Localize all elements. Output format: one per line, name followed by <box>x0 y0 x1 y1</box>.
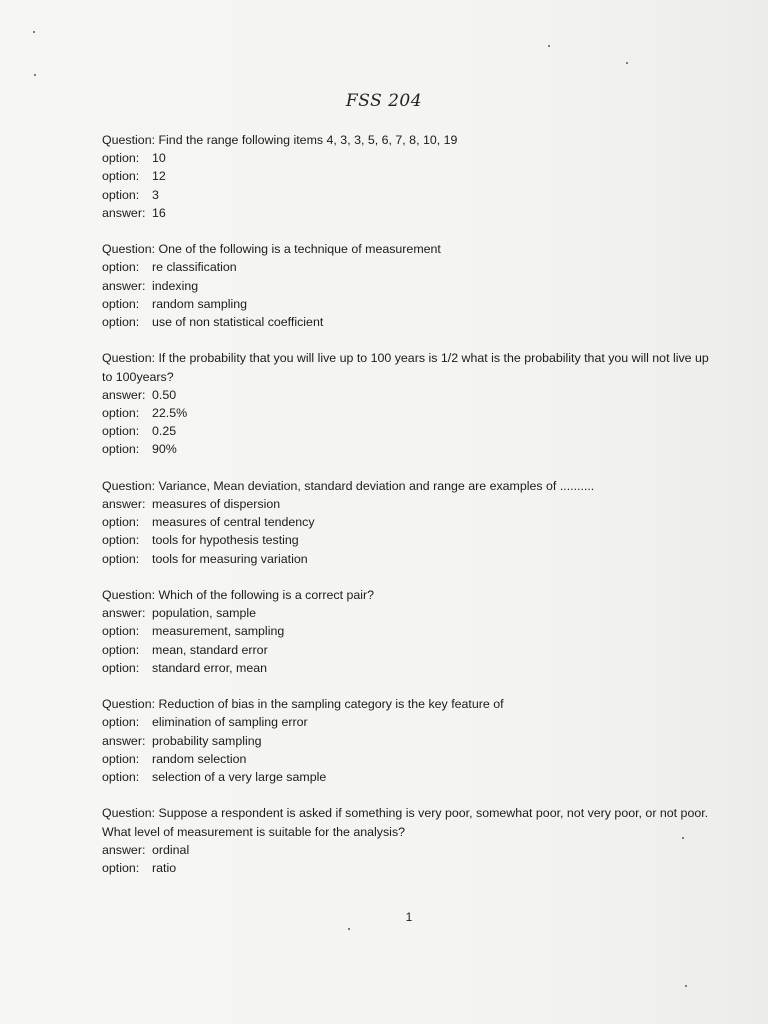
answer-line <box>102 604 712 622</box>
item-text: standard error, mean <box>152 660 268 675</box>
item-label: answer: <box>102 733 146 748</box>
answer-line <box>102 841 712 859</box>
option-line <box>102 713 712 731</box>
item-text: 10 <box>152 151 166 166</box>
option-line <box>102 750 712 768</box>
scan-speck <box>34 74 36 76</box>
item-text: selection of a very large sample <box>152 770 327 785</box>
item-text: population, sample <box>152 606 257 621</box>
item-label: option: <box>102 515 140 530</box>
answer-line <box>102 732 712 750</box>
item-label: answer: <box>102 205 146 220</box>
question-block <box>102 586 712 677</box>
answer-line <box>102 204 712 222</box>
answer-line <box>102 386 712 404</box>
question-block <box>102 349 712 458</box>
question-text: Question: Suppose a respondent is asked if something is very poor, somewhat poor, not very poor, or not poor. What level of measurement is suitable for the analysis? <box>102 806 709 839</box>
item-text: probability sampling <box>152 733 262 748</box>
answer-line <box>102 277 712 295</box>
scan-speck <box>548 45 550 47</box>
question-text: Question: Variance, Mean deviation, standard deviation and range are examples of .......... <box>102 478 595 493</box>
item-label: option: <box>102 751 140 766</box>
item-text: 90% <box>152 442 177 457</box>
option-line <box>102 313 712 331</box>
item-label: answer: <box>102 842 146 857</box>
item-label: option: <box>102 406 140 421</box>
document-title: FSS 204 <box>345 91 423 111</box>
item-label: option: <box>102 624 140 639</box>
option-line <box>102 859 712 877</box>
item-label: option: <box>102 642 140 657</box>
option-line <box>102 641 712 659</box>
item-text: 22.5% <box>152 406 188 421</box>
item-label: option: <box>102 715 140 730</box>
option-line <box>102 149 712 167</box>
item-text: elimination of sampling error <box>152 715 308 730</box>
option-line <box>102 550 712 568</box>
item-text: re classification <box>152 260 237 275</box>
scan-speck <box>33 31 35 33</box>
item-text: ordinal <box>152 842 190 857</box>
option-line <box>102 513 712 531</box>
item-text: random sampling <box>152 296 248 311</box>
item-label: option: <box>102 169 140 184</box>
question-block <box>102 695 712 786</box>
item-label: answer: <box>102 606 146 621</box>
option-line <box>102 659 712 677</box>
question-block <box>102 131 712 222</box>
item-label: option: <box>102 861 140 876</box>
option-line <box>102 258 712 276</box>
scan-speck <box>685 985 687 987</box>
option-line <box>102 531 712 549</box>
question-block <box>102 240 712 331</box>
option-line <box>102 404 712 422</box>
item-text: tools for measuring variation <box>152 551 308 566</box>
item-label: answer: <box>102 387 146 402</box>
item-label: option: <box>102 442 140 457</box>
question-list <box>102 131 712 895</box>
item-text: 16 <box>152 205 166 220</box>
item-text: ratio <box>152 861 177 876</box>
item-label: option: <box>102 151 140 166</box>
question-text: Question: Find the range following items 4, 3, 3, 5, 6, 7, 8, 10, 19 <box>102 133 458 147</box>
option-line <box>102 186 712 204</box>
item-text: measures of dispersion <box>152 497 281 512</box>
option-line <box>102 440 712 458</box>
item-text: random selection <box>152 751 247 766</box>
item-label: option: <box>102 187 140 202</box>
scan-speck <box>348 928 350 930</box>
item-text: measures of central tendency <box>152 515 315 530</box>
question-text: Question: One of the following is a technique of measurement <box>102 242 441 257</box>
item-text: use of non statistical coefficient <box>152 315 324 330</box>
item-text: measurement, sampling <box>152 624 285 639</box>
item-label: option: <box>102 533 140 548</box>
item-text: indexing <box>152 278 199 293</box>
item-label: option: <box>102 315 140 330</box>
question-text: Question: Which of the following is a correct pair? <box>102 588 375 603</box>
item-label: option: <box>102 424 140 439</box>
option-line <box>102 768 712 786</box>
question-text: Question: Reduction of bias in the sampling category is the key feature of <box>102 697 504 712</box>
item-label: answer: <box>102 278 146 293</box>
item-text: mean, standard error <box>152 642 268 657</box>
page-number: 1 <box>405 910 413 924</box>
item-text: 0.50 <box>152 387 177 402</box>
item-label: option: <box>102 770 140 785</box>
option-line <box>102 622 712 640</box>
item-label: option: <box>102 660 140 675</box>
item-label: option: <box>102 260 140 275</box>
item-text: tools for hypothesis testing <box>152 533 299 548</box>
item-label: answer: <box>102 497 146 512</box>
question-block <box>102 477 712 568</box>
item-text: 0.25 <box>152 424 177 439</box>
option-line <box>102 422 712 440</box>
question-block <box>102 804 712 877</box>
option-line <box>102 295 712 313</box>
item-text: 3 <box>152 187 159 202</box>
question-text: Question: If the probability that you will live up to 100 years is 1/2 what is the probability that you will not live up to 100years? <box>102 351 709 384</box>
item-text: 12 <box>152 169 166 184</box>
item-label: option: <box>102 296 140 311</box>
answer-line <box>102 495 712 513</box>
option-line <box>102 167 712 185</box>
scan-speck <box>626 62 628 64</box>
item-label: option: <box>102 551 140 566</box>
